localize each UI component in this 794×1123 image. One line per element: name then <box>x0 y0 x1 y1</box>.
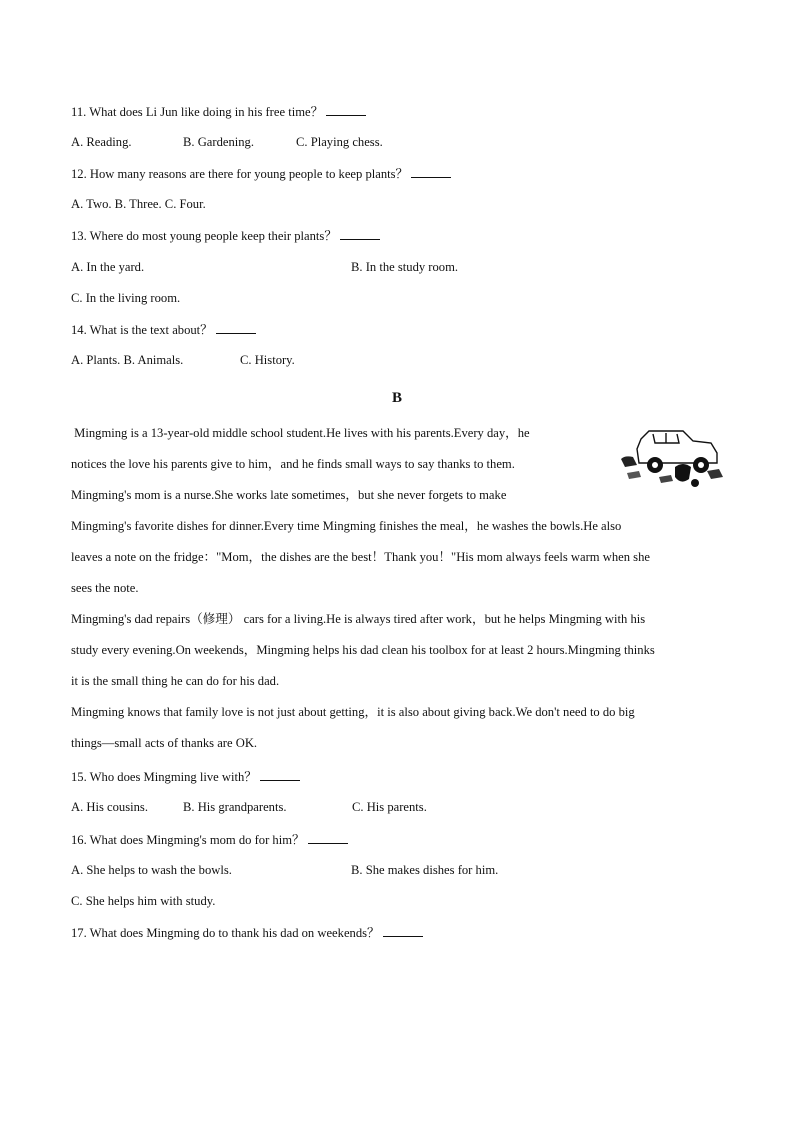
passage-b <box>71 418 723 759</box>
answer-blank[interactable] <box>326 104 366 116</box>
passage-line: Mingming knows that family love is not just about getting，it is also about giving back.We don't need to do big <box>71 705 635 719</box>
option-b: B. Gardening. <box>183 135 254 149</box>
question-17: 17. What does Mingming do to thank his dad on weekends？ <box>71 925 423 941</box>
passage-line: sees the note. <box>71 581 139 595</box>
option-c: C. His parents. <box>352 800 427 814</box>
option-a: A. His cousins. <box>71 800 148 814</box>
option-b: B. She makes dishes for him. <box>351 863 499 877</box>
option-a: A. In the yard. <box>71 260 145 274</box>
option-a: A. Reading. <box>71 135 132 149</box>
answer-blank[interactable] <box>260 769 300 781</box>
option-b: B. In the study room. <box>351 260 459 274</box>
option-c: C. She helps him with study. <box>71 894 216 908</box>
question-14: 14. What is the text about？ <box>71 322 256 338</box>
option-a: A. She helps to wash the bowls. <box>71 863 232 877</box>
options: A. Two. B. Three. C. Four. <box>71 197 206 211</box>
passage-line: things—small acts of thanks are OK. <box>71 736 258 750</box>
answer-blank[interactable] <box>216 322 256 334</box>
passage-line: Mingming's dad repairs（修理） cars for a living.He is always tired after work，but he helps Mingming with his <box>71 612 646 626</box>
question-11: 11. What does Li Jun like doing in his free time？ <box>71 104 366 120</box>
answer-blank[interactable] <box>411 166 451 178</box>
passage-line: Mingming is a 13-year-old middle school student.He lives with his parents.Every day，he <box>71 426 530 440</box>
question-13: 13. Where do most young people keep their plants？ <box>71 228 380 244</box>
passage-line: leaves a note on the fridge："Mom，the dishes are the best！Thank you！"His mom always feels warm when she <box>71 550 650 564</box>
passage-line: it is the small thing he can do for his dad. <box>71 674 280 688</box>
passage-line: Mingming's mom is a nurse.She works late sometimes，but she never forgets to make <box>71 488 507 502</box>
passage-line: study every evening.On weekends，Mingming helps his dad clean his toolbox for at least 2 hours.Mingming thinks <box>71 643 655 657</box>
option-b: B. His grandparents. <box>183 800 287 814</box>
option-a-b: A. Plants. B. Animals. <box>71 353 184 367</box>
passage-line: notices the love his parents give to him，and he finds small ways to say thanks to them. <box>71 457 515 471</box>
question-16: 16. What does Mingming's mom do for him？ <box>71 832 348 848</box>
section-title: B <box>391 390 402 406</box>
question-15: 15. Who does Mingming live with？ <box>71 769 300 785</box>
option-c: C. Playing chess. <box>296 135 383 149</box>
answer-blank[interactable] <box>308 832 348 844</box>
question-12: 12. How many reasons are there for young people to keep plants？ <box>71 166 451 182</box>
option-c: C. In the living room. <box>71 291 181 305</box>
answer-blank[interactable] <box>383 925 423 937</box>
option-c: C. History. <box>240 353 295 367</box>
answer-blank[interactable] <box>340 228 380 240</box>
passage-line: Mingming's favorite dishes for dinner.Every time Mingming finishes the meal，he washes the bowls.He also <box>71 519 622 533</box>
